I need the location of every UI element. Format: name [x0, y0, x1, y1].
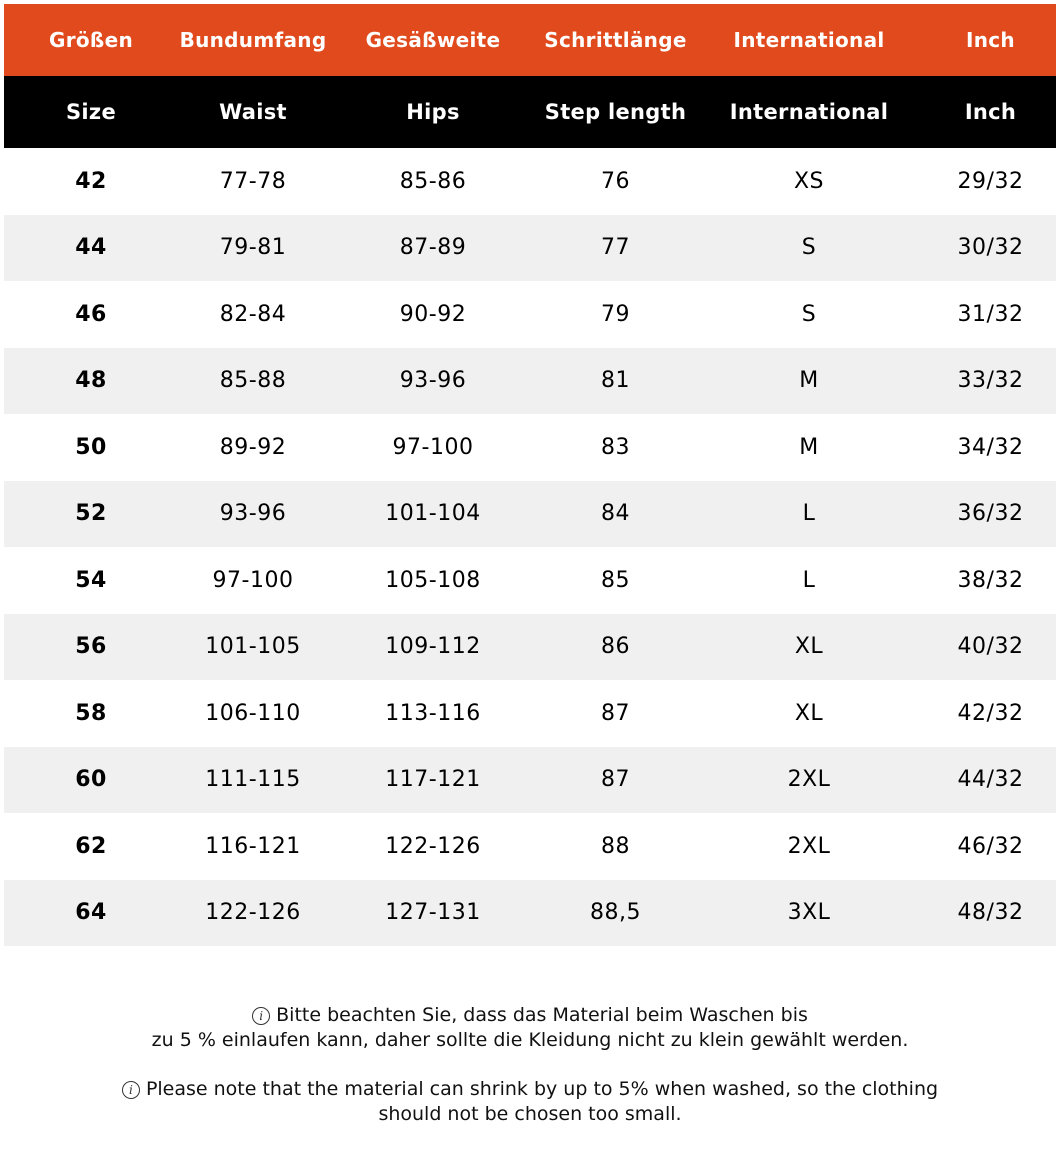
cell-size: 48 — [75, 368, 107, 394]
table-row — [4, 481, 1056, 548]
cell-size: 42 — [75, 168, 107, 194]
cell-hips: 101-104 — [385, 501, 481, 527]
cell-waist: 82-84 — [219, 301, 287, 327]
info-circle-icon: i — [252, 1007, 270, 1025]
note-de-line2: zu 5 % einlaufen kann, daher sollte die Kleidung nicht zu klein gewählt werden. — [151, 1029, 909, 1051]
cell-international: M — [799, 434, 819, 460]
cell-hips: 85-86 — [399, 168, 467, 194]
cell-international: 2XL — [787, 833, 831, 859]
cell-size: 46 — [75, 301, 107, 327]
note-german — [0, 1003, 1060, 1053]
header-de-schrittlaenge: Schrittlänge — [544, 28, 687, 52]
cell-step-length: 85 — [601, 567, 630, 593]
header-de-groessen: Größen — [48, 28, 133, 52]
table-row — [4, 880, 1056, 947]
table-row — [4, 547, 1056, 614]
cell-international: L — [802, 567, 816, 593]
cell-hips: 87-89 — [399, 235, 467, 261]
cell-size: 62 — [75, 833, 107, 859]
table-row — [4, 215, 1056, 282]
table-row — [4, 614, 1056, 681]
cell-step-length: 84 — [601, 501, 630, 527]
cell-size: 58 — [75, 700, 107, 726]
info-circle-icon: i — [122, 1081, 140, 1099]
table-row — [4, 281, 1056, 348]
cell-hips: 113-116 — [385, 700, 481, 726]
cell-size: 54 — [75, 567, 107, 593]
header-en-hips: Hips — [406, 100, 460, 124]
cell-waist: 77-78 — [219, 168, 287, 194]
cell-step-length: 88 — [601, 833, 630, 859]
cell-international: XL — [794, 700, 824, 726]
header-de-international: International — [733, 28, 885, 52]
cell-hips: 93-96 — [399, 368, 467, 394]
header-de-bundumfang: Bundumfang — [179, 28, 327, 52]
cell-waist: 79-81 — [219, 235, 287, 261]
cell-international: XS — [793, 168, 825, 194]
cell-inch: 48/32 — [957, 900, 1024, 926]
cell-inch: 40/32 — [957, 634, 1024, 660]
cell-step-length: 77 — [601, 235, 630, 261]
cell-step-length: 76 — [601, 168, 630, 194]
header-en-inch: Inch — [964, 100, 1017, 124]
cell-inch: 36/32 — [957, 501, 1024, 527]
note-de-line1: Bitte beachten Sie, dass das Material beim Waschen bis — [276, 1004, 808, 1026]
cell-hips: 117-121 — [385, 767, 481, 793]
cell-waist: 116-121 — [205, 833, 301, 859]
cell-step-length: 86 — [601, 634, 630, 660]
cell-size: 60 — [75, 767, 107, 793]
cell-hips: 97-100 — [392, 434, 474, 460]
cell-waist: 93-96 — [219, 501, 287, 527]
header-row-english — [4, 76, 1056, 148]
table-row — [4, 813, 1056, 880]
cell-step-length: 87 — [601, 767, 630, 793]
cell-international: L — [802, 501, 816, 527]
cell-hips: 109-112 — [385, 634, 481, 660]
header-en-step-length: Step length — [544, 100, 687, 124]
cell-waist: 89-92 — [219, 434, 287, 460]
cell-step-length: 81 — [601, 368, 630, 394]
cell-size: 64 — [75, 900, 107, 926]
table-row — [4, 148, 1056, 215]
cell-hips: 122-126 — [385, 833, 481, 859]
cell-international: S — [801, 301, 817, 327]
cell-waist: 101-105 — [205, 634, 301, 660]
cell-international: XL — [794, 634, 824, 660]
header-en-waist: Waist — [219, 100, 287, 124]
cell-waist: 106-110 — [205, 700, 301, 726]
cell-international: S — [801, 235, 817, 261]
table-row — [4, 348, 1056, 415]
cell-inch: 46/32 — [957, 833, 1024, 859]
cell-waist: 97-100 — [212, 567, 294, 593]
note-english — [0, 1077, 1060, 1127]
cell-step-length: 88,5 — [590, 900, 641, 926]
cell-international: 3XL — [787, 900, 831, 926]
header-row-german — [4, 4, 1056, 76]
cell-inch: 44/32 — [957, 767, 1024, 793]
cell-size: 56 — [75, 634, 107, 660]
header-de-inch: Inch — [966, 28, 1015, 52]
cell-waist: 85-88 — [219, 368, 287, 394]
cell-waist: 122-126 — [205, 900, 301, 926]
cell-hips: 105-108 — [385, 567, 481, 593]
cell-waist: 111-115 — [205, 767, 301, 793]
cell-size: 52 — [75, 501, 107, 527]
cell-hips: 90-92 — [399, 301, 467, 327]
cell-inch: 42/32 — [957, 700, 1024, 726]
header-de-gesaessweite: Gesäßweite — [365, 28, 501, 52]
cell-inch: 31/32 — [957, 301, 1024, 327]
note-en-line1: Please note that the material can shrink by up to 5% when washed, so the clothing — [145, 1078, 939, 1100]
note-en-line2: should not be chosen too small. — [378, 1103, 682, 1125]
cell-inch: 34/32 — [957, 434, 1024, 460]
cell-hips: 127-131 — [385, 900, 481, 926]
cell-size: 44 — [75, 235, 107, 261]
size-chart-table — [4, 4, 1056, 946]
note-en-line1-wrap — [0, 1077, 1060, 1102]
note-de-line1-wrap — [0, 1003, 1060, 1028]
cell-step-length: 87 — [601, 700, 630, 726]
cell-inch: 29/32 — [957, 168, 1024, 194]
cell-inch: 38/32 — [957, 567, 1024, 593]
table-body — [4, 148, 1056, 946]
table-row — [4, 747, 1056, 814]
cell-international: M — [799, 368, 819, 394]
table-row — [4, 414, 1056, 481]
cell-step-length: 79 — [601, 301, 630, 327]
cell-inch: 33/32 — [957, 368, 1024, 394]
table-row — [4, 680, 1056, 747]
header-en-international: International — [729, 100, 889, 124]
cell-international: 2XL — [787, 767, 831, 793]
cell-step-length: 83 — [601, 434, 630, 460]
cell-inch: 30/32 — [957, 235, 1024, 261]
header-en-size: Size — [66, 100, 116, 124]
cell-size: 50 — [75, 434, 107, 460]
notes — [0, 1003, 1060, 1151]
